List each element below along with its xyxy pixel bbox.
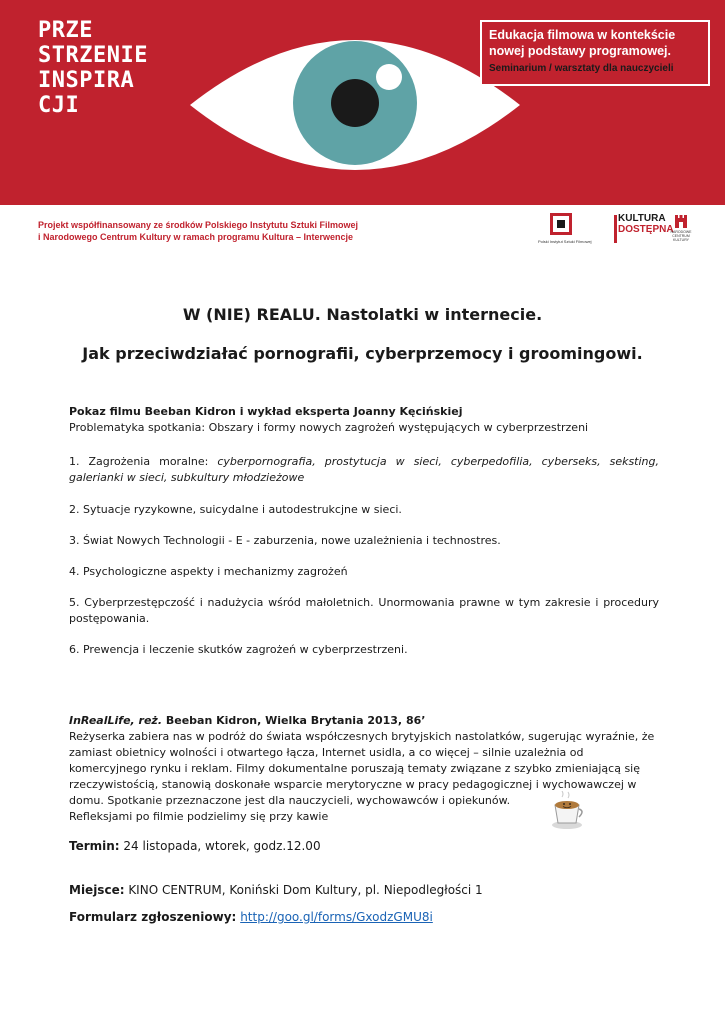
kd-line-1: KULTURA xyxy=(618,213,666,224)
intro-topic: Problematyka spotkania: Obszary i formy nowych zagrożeń występujących w cyberprzestrzeni xyxy=(69,421,589,434)
cofunding-note xyxy=(38,219,458,243)
logo-line-4: CJI xyxy=(38,93,80,118)
promo-title-line-2: nowej podstawy programowej. xyxy=(489,44,671,58)
kd-bracket-icon xyxy=(614,215,617,243)
coffee-note: Refleksjami po filmie podzielimy się przy kawie xyxy=(69,810,329,823)
pisf-caption: Polski Instytut Sztuki Filmowej xyxy=(538,239,592,244)
film-title-rest: Beeban Kidron, Wielka Brytania 2013, 86’ xyxy=(162,714,426,727)
pisf-logo xyxy=(538,213,600,247)
logo-line-1: PRZE xyxy=(38,18,93,43)
page-subtitle: Jak przeciwdziałać pornografii, cyberprzemocy i groomingowi. xyxy=(82,344,643,363)
film-title-italic: InRealLife, reż. xyxy=(69,714,163,727)
list-item-4: 4. Psychologiczne aspekty i mechanizmy zagrożeń xyxy=(69,565,348,578)
nck-caption: NARODOWE CENTRUM KULTURY xyxy=(670,230,692,242)
kultura-dostepna-logo xyxy=(618,213,674,249)
cofunding-line-2: i Narodowego Centrum Kultury w ramach programu Kultura – Interwencje xyxy=(38,232,354,242)
intro-block xyxy=(69,404,659,436)
promo-title-line-1: Edukacja filmowa w kontekście xyxy=(489,28,676,42)
form-label: Formularz zgłoszeniowy: xyxy=(69,910,237,924)
header-banner xyxy=(0,0,725,205)
nck-logo xyxy=(668,214,694,248)
logo-line-3: INSPIRA xyxy=(38,68,135,93)
logo-line-2: STRZENIE xyxy=(38,43,148,68)
list-item-3: 3. Świat Nowych Technologii - E - zaburzenia, nowe uzależnienia i technostres. xyxy=(69,534,501,547)
intro-headline: Pokaz filmu Beeban Kidron i wykład eksperta Joanny Kęcińskiej xyxy=(69,405,463,418)
film-title xyxy=(69,713,659,729)
place-label: Miejsce: xyxy=(69,883,125,897)
eye-icon xyxy=(185,15,525,195)
list-item-5: 5. Cyberprzestępczość i nadużycia wśród małoletnich. Unormowania prawne w tym zakresie i procedury postępowania. xyxy=(69,596,659,625)
registration-form-link[interactable]: http://goo.gl/forms/GxodzGMU8i xyxy=(240,910,433,924)
kd-line-2: DOSTĘPNA xyxy=(618,224,674,235)
list-item-1 xyxy=(69,454,659,486)
list-item-2: 2. Sytuacje ryzykowne, suicydalne i autodestrukcjne w sieci. xyxy=(69,503,402,516)
place-value: KINO CENTRUM, Koniński Dom Kultury, pl. Niepodległości 1 xyxy=(124,883,483,897)
term-value: 24 listopada, wtorek, godz.12.00 xyxy=(119,839,321,853)
term-label: Termin: xyxy=(69,839,120,853)
coffee-cup-icon xyxy=(548,791,586,831)
film-description: Reżyserka zabiera nas w podróż do świata współczesnych brytyjskich nastolatków, sugerując wyraźnie, że zamiast obietnicy wolności i otwartego łącza, Internet usidla, a co więcej – silnie uzależnia od komercyjnego rynku i reklam. Filmy dokumentalne poruszają tematy związane z szybko zmieniającą się rzeczywistością, stanowią doskonałe wsparcie merytoryczne w pracy pedagogicznej i wychowawczej w domu. Spotkanie przeznaczone jest dla nauczycieli, wychowawców i opiekunów. xyxy=(69,730,655,807)
list-item-6: 6. Prewencja i leczenie skutków zagrożeń w cyberprzestrzeni. xyxy=(69,643,408,656)
przestrzenie-inspiracji-logo xyxy=(38,18,158,118)
item1-label: 1. Zagrożenia moralne: xyxy=(69,455,218,468)
pisf-square-icon xyxy=(550,213,572,235)
term-line xyxy=(69,838,659,854)
seminar-promo-box xyxy=(480,20,710,86)
promo-subtitle: Seminarium / warsztaty dla nauczycieli xyxy=(489,63,674,74)
page-title: W (NIE) REALU. Nastolatki w internecie. xyxy=(182,305,543,324)
form-line xyxy=(69,909,659,925)
cofunding-line-1: Projekt współfinansowany ze środków Polskiego Instytutu Sztuki Filmowej xyxy=(38,220,359,230)
place-line xyxy=(69,882,659,898)
castle-icon xyxy=(674,214,688,228)
item1-italic: cyberpornografia, prostytucja w sieci, cyberpedofilia, cyberseks, seksting, galerianki w sieci, subkultury młodzieżowe xyxy=(69,455,660,484)
